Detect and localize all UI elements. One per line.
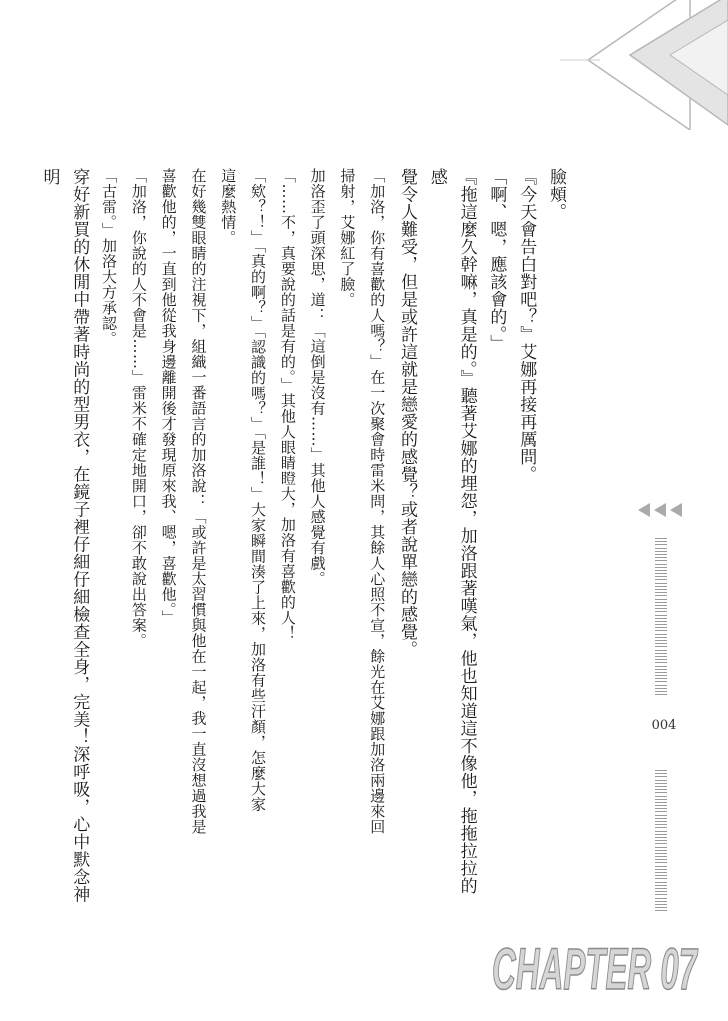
paragraph: 覺令人難受，但是或許這就是戀愛的感覺？或者說單戀的感覺。 <box>397 168 418 658</box>
dash-line <box>655 643 667 644</box>
dash-line <box>655 685 667 686</box>
dash-line <box>655 850 667 851</box>
dash-line <box>655 560 667 561</box>
dash-line <box>655 821 667 822</box>
dash-line <box>655 621 667 622</box>
paragraph: 「加洛，你有喜歡的人嗎？」在一次聚會時雷米問，其餘人心照不宣，餘光在艾娜跟加洛兩邊來回 <box>368 168 387 835</box>
chapter-heading <box>488 935 703 997</box>
dash-line <box>655 783 667 784</box>
dash-line <box>655 796 667 797</box>
dash-line <box>655 799 667 800</box>
dash-line <box>655 602 667 603</box>
dash-line <box>655 681 667 682</box>
dash-line <box>655 608 667 609</box>
dash-line <box>655 624 667 625</box>
dash-line <box>655 630 667 631</box>
dash-line <box>655 662 667 663</box>
paragraph: 穿好新買的休閒中帶著時尚的型男衣，在鏡子裡仔細仔細檢查全身，完美！深呼吸，心中默念神明 <box>39 168 90 903</box>
dash-line <box>655 827 667 828</box>
dash-line <box>655 802 667 803</box>
dash-line <box>655 789 667 790</box>
page-number: 004 <box>651 718 677 733</box>
dash-line <box>655 815 667 816</box>
dash-line <box>655 669 667 670</box>
dash-line <box>655 592 667 593</box>
dash-line <box>655 882 667 883</box>
dash-line <box>655 666 667 667</box>
paragraph: 「……不，真要說的話是有的。」其他人眼睛瞪大，加洛有喜歡的人！ <box>278 168 297 641</box>
dash-line <box>655 862 667 863</box>
dash-line <box>655 589 667 590</box>
dash-line <box>655 672 667 673</box>
dash-line <box>655 611 667 612</box>
triple-arrow-icon <box>638 500 684 520</box>
dash-line <box>655 541 667 542</box>
chapter-heading-text: CHAPTER 07 <box>492 937 699 997</box>
margin-dash-strip <box>655 538 667 698</box>
paragraph: 「啊、嗯，應該會的。」 <box>486 168 507 352</box>
paragraph: 掃射，艾娜紅了臉。 <box>338 168 357 308</box>
dash-line <box>655 859 667 860</box>
dash-line <box>655 691 667 692</box>
dash-line <box>655 811 667 812</box>
dash-line <box>655 840 667 841</box>
dash-line <box>655 548 667 549</box>
dash-line <box>655 554 667 555</box>
margin-dash-strip <box>655 770 667 915</box>
paragraph: 「欸？！」「真的啊？」「認識的嗎？」「是誰！」大家瞬間湊了上來，加洛有些汗顏，怎麼大家 <box>249 168 268 812</box>
dash-line <box>655 557 667 558</box>
dash-line <box>655 831 667 832</box>
paragraph: 「加洛，你說的人不會是……」雷米不確定地開口，卻不敢說出答案。 <box>129 168 148 649</box>
dash-line <box>655 615 667 616</box>
dash-line <box>655 538 667 539</box>
paragraph: 「古雷。」加洛大方承認。 <box>100 168 119 347</box>
dash-line <box>655 551 667 552</box>
dash-line <box>655 627 667 628</box>
dash-line <box>655 885 667 886</box>
dash-line <box>655 678 667 679</box>
dash-line <box>655 818 667 819</box>
paragraph: 喜歡他的，一直到他從我身邊離開後才發現原來我、嗯，喜歡他。」 <box>159 168 178 626</box>
dash-line <box>655 856 667 857</box>
dash-line <box>655 898 667 899</box>
dash-line <box>655 564 667 565</box>
dash-line <box>655 792 667 793</box>
dash-line <box>655 605 667 606</box>
dash-line <box>655 910 667 911</box>
dash-line <box>655 694 667 695</box>
dash-line <box>655 894 667 895</box>
dash-line <box>655 907 667 908</box>
dash-line <box>655 634 667 635</box>
dash-line <box>655 544 667 545</box>
dash-line <box>655 650 667 651</box>
dash-line <box>655 579 667 580</box>
dash-line <box>655 901 667 902</box>
dash-line <box>655 805 667 806</box>
body-text <box>34 168 570 908</box>
dash-line <box>655 891 667 892</box>
dash-line <box>655 599 667 600</box>
dash-line <box>655 776 667 777</box>
decorative-triangles-icon <box>560 0 728 130</box>
dash-line <box>655 808 667 809</box>
dash-line <box>655 637 667 638</box>
dash-line <box>655 847 667 848</box>
dash-line <box>655 878 667 879</box>
dash-line <box>655 834 667 835</box>
dash-line <box>655 573 667 574</box>
dash-line <box>655 659 667 660</box>
dash-line <box>655 583 667 584</box>
paragraph: 『今天會告白對吧？』艾娜再接再厲問。 <box>516 168 537 483</box>
dash-line <box>655 576 667 577</box>
dash-line <box>655 866 667 867</box>
dash-line <box>655 656 667 657</box>
dash-line <box>655 853 667 854</box>
dash-line <box>655 646 667 647</box>
dash-line <box>655 595 667 596</box>
dash-line <box>655 780 667 781</box>
dash-line <box>655 770 667 771</box>
paragraph: 在好幾雙眼睛的注視下，組織一番語言的加洛說：「或許是太習慣與他在一起，我一直沒想過我是 <box>189 168 208 835</box>
dash-line <box>655 675 667 676</box>
paragraph: 『拖這麼久幹嘛，真是的。』聽著艾娜的埋怨，加洛跟著嘆氣，他也知道這不像他，拖拖拉拉的感 <box>426 168 477 895</box>
dash-line <box>655 653 667 654</box>
dash-line <box>655 872 667 873</box>
dash-line <box>655 640 667 641</box>
paragraph: 臉頰。 <box>546 168 566 221</box>
dash-line <box>655 837 667 838</box>
dash-line <box>655 875 667 876</box>
dash-line <box>655 843 667 844</box>
paragraph: 這麼熱情。 <box>219 168 238 246</box>
dash-line <box>655 567 667 568</box>
dash-line <box>655 888 667 889</box>
dash-line <box>655 869 667 870</box>
dash-line <box>655 618 667 619</box>
dash-line <box>655 586 667 587</box>
dash-line <box>655 786 667 787</box>
dash-line <box>655 773 667 774</box>
dash-line <box>655 688 667 689</box>
dash-line <box>655 904 667 905</box>
paragraph: 加洛歪了頭深思，道：「這倒是沒有……」其他人感覺有戲。 <box>308 168 327 587</box>
dash-line <box>655 570 667 571</box>
dash-line <box>655 824 667 825</box>
